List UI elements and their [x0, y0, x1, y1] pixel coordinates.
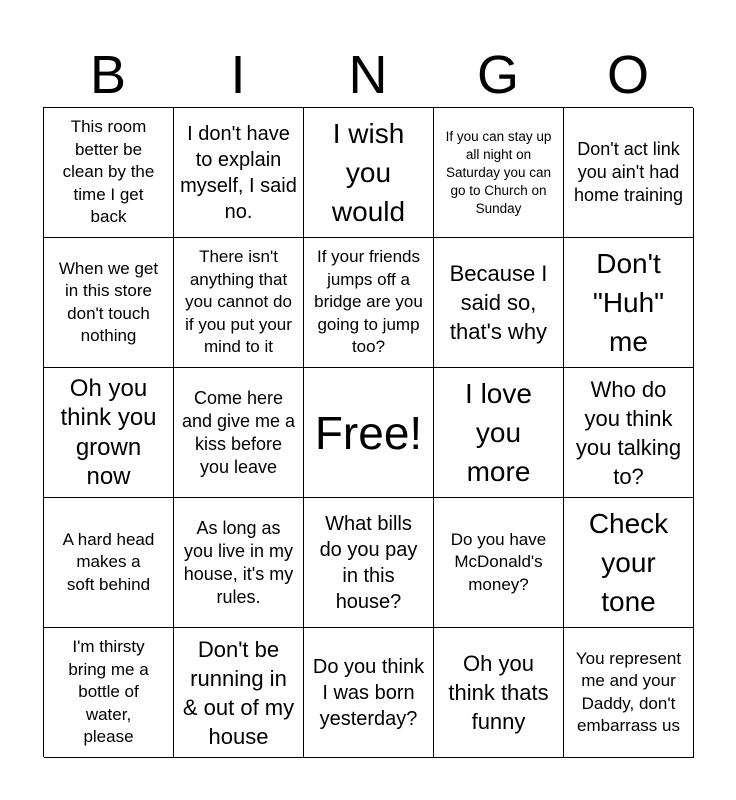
cell-text: As long as you live in my house, it's my rules.: [183, 517, 294, 607]
bingo-cell[interactable]: [434, 108, 564, 238]
cell-text: Come here and give me a kiss before you leave: [181, 387, 296, 477]
cell-text: I'm thirsty bring me a bottle of water, please: [68, 637, 149, 747]
bingo-cell[interactable]: [174, 628, 304, 758]
bingo-cell[interactable]: [174, 498, 304, 628]
bingo-cell[interactable]: [44, 628, 174, 758]
bingo-cell[interactable]: [564, 238, 694, 368]
header-letter-o: O: [606, 45, 649, 105]
bingo-cell[interactable]: [44, 498, 174, 628]
cell-text: A hard head makes a soft behind: [62, 529, 155, 594]
bingo-cell[interactable]: [44, 108, 174, 238]
bingo-cell[interactable]: [304, 108, 434, 238]
cell-text: Do you have McDonald's money?: [450, 529, 547, 594]
bingo-cell[interactable]: [564, 498, 694, 628]
bingo-cell[interactable]: [564, 368, 694, 498]
bingo-grid: [43, 107, 693, 757]
cell-text: Because I said so, that's why: [449, 261, 548, 344]
cell-text: Check your tone: [588, 508, 669, 617]
cell-text: I wish you would: [331, 118, 406, 227]
cell-text: If you can stay up all night on Saturday you can go to Church on Sunday: [445, 128, 552, 216]
bingo-cell[interactable]: [434, 238, 564, 368]
bingo-cell[interactable]: [174, 108, 304, 238]
free-space-text: Free!: [314, 406, 423, 459]
bingo-cell[interactable]: [174, 368, 304, 498]
bingo-cell[interactable]: [434, 628, 564, 758]
bingo-cell[interactable]: [434, 368, 564, 498]
bingo-cell[interactable]: [434, 498, 564, 628]
bingo-cell[interactable]: [44, 238, 174, 368]
bingo-cell[interactable]: [564, 108, 694, 238]
bingo-cell[interactable]: [44, 368, 174, 498]
cell-text: Don't act link you ain't had home training: [573, 139, 684, 205]
cell-text: Don't be running in & out of my house: [182, 636, 295, 749]
cell-text: Who do you think you talking to?: [575, 376, 682, 489]
bingo-header: [43, 44, 693, 106]
cell-text: I don't have to explain myself, I said no.: [180, 122, 297, 223]
header-letter-g: G: [476, 45, 519, 105]
bingo-cell[interactable]: [304, 238, 434, 368]
header-letter-n: N: [348, 45, 388, 105]
bingo-cell[interactable]: [174, 238, 304, 368]
cell-text: Oh you think you grown now: [60, 374, 157, 490]
cell-text: What bills do you pay in this house?: [319, 512, 418, 613]
cell-text: Do you think I was born yesterday?: [312, 655, 425, 730]
cell-text: You represent me and your Daddy, don't embarrass us: [575, 648, 682, 735]
bingo-cell[interactable]: [304, 498, 434, 628]
cell-text: This room better be clean by the time I get back: [62, 117, 155, 227]
cell-text: If your friends jumps off a bridge are you going to jump too?: [314, 247, 423, 357]
header-letter-b: B: [89, 45, 127, 105]
header-letter-i: I: [230, 45, 246, 105]
cell-text: Don't "Huh" me: [592, 248, 665, 357]
cell-text: Oh you think thats funny: [448, 651, 549, 734]
cell-text: There isn't anything that you cannot do if you put your mind to it: [185, 247, 292, 357]
cell-text: When we get in this store don't touch nothing: [58, 258, 159, 345]
bingo-cell[interactable]: [564, 628, 694, 758]
bingo-cell[interactable]: [304, 628, 434, 758]
free-space[interactable]: [304, 368, 434, 498]
cell-text: I love you more: [465, 378, 532, 487]
